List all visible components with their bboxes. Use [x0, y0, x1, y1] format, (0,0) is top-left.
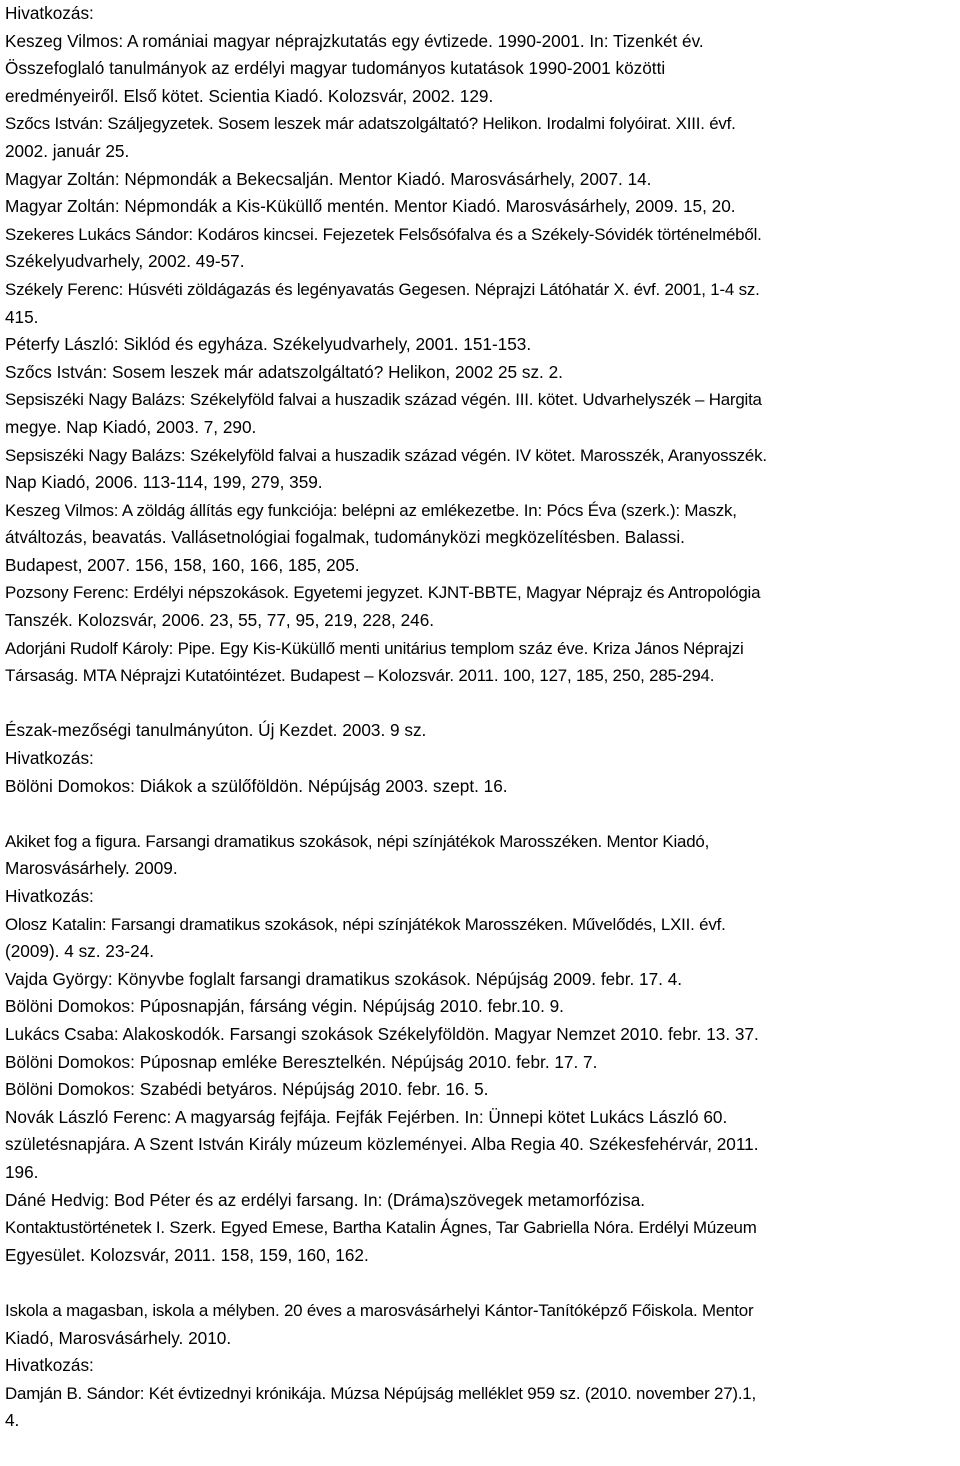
reference-line: Társaság. MTA Néprajzi Kutatóintézet. Budapest – Kolozsvár. 2011. 100, 127, 185, 250, 285-294. [5, 666, 715, 686]
reference-block-3 [5, 828, 957, 1270]
reference-line: Székely Ferenc: Húsvéti zöldágazás és legényavatás Gegesen. Néprajzi Látóhatár X. évf. 2001, 1-4 sz. [5, 279, 760, 299]
reference-heading: Hivatkozás: [5, 3, 94, 23]
reference-line: 4. [5, 1410, 20, 1431]
reference-line: Összefoglaló tanulmányok az erdélyi magyar tudományos kutatások 1990-2001 közötti [5, 58, 666, 79]
reference-line: átváltozás, beavatás. Vallásetnológiai fogalmak, tudományközi megközelítésben. Balassi. [5, 527, 685, 548]
publication-title: Akiket fog a figura. Farsangi dramatikus szokások, népi színjátékok Marosszéken. Mentor Kiadó, [5, 831, 710, 851]
paragraph-gap [5, 800, 957, 828]
reference-line: születésnapjára. A Szent István Király múzeum közleményei. Alba Regia 40. Székesfehérvár, 2011. [5, 1134, 759, 1155]
reference-line: Kontaktustörténetek I. Szerk. Egyed Emese, Bartha Katalin Ágnes, Tar Gabriella Nóra. Erdélyi Múzeum [5, 1218, 757, 1238]
reference-line: Sepsiszéki Nagy Balázs: Székelyföld falvai a huszadik század végén. IV kötet. Marosszék, Aranyosszék. [5, 445, 767, 465]
reference-line: Bölöni Domokos: Púposnapján, fársáng végin. Népújság 2010. febr.10. 9. [5, 996, 564, 1017]
reference-block-2 [5, 717, 957, 800]
reference-line: Pozsony Ferenc: Erdélyi népszokások. Egyetemi jegyzet. KJNT-BBTE, Magyar Néprajz és Antropológia [5, 583, 761, 603]
publication-title: Kiadó, Marosvásárhely. 2010. [5, 1327, 232, 1348]
bibliography-document [5, 0, 957, 1435]
paragraph-gap [5, 1269, 957, 1297]
reference-heading: Hivatkozás: [5, 748, 94, 769]
reference-line: Tanszék. Kolozsvár, 2006. 23, 55, 77, 95, 219, 228, 246. [5, 610, 435, 631]
reference-line: megye. Nap Kiadó, 2003. 7, 290. [5, 416, 257, 437]
reference-line: Bölöni Domokos: Diákok a szülőföldön. Népújság 2003. szept. 16. [5, 775, 508, 796]
reference-line: Damján B. Sándor: Két évtizednyi krónikája. Múzsa Népújság melléklet 959 sz. (2010. november 27).1, [5, 1383, 756, 1403]
reference-line: Olosz Katalin: Farsangi dramatikus szokások, népi színjátékok Marosszéken. Művelődés, LXII. évf. [5, 914, 726, 934]
reference-line: Szőcs István: Sosem leszek már adatszolgáltató? Helikon, 2002 25 sz. 2. [5, 361, 563, 382]
reference-line: Keszeg Vilmos: A romániai magyar néprajzkutatás egy évtizede. 1990-2001. In: Tizenkét év. [5, 30, 704, 51]
reference-line: Bölöni Domokos: Szabédi betyáros. Népújság 2010. febr. 16. 5. [5, 1079, 489, 1100]
reference-heading: Hivatkozás: [5, 1355, 94, 1376]
reference-line: 2002. január 25. [5, 140, 130, 161]
reference-line: Magyar Zoltán: Népmondák a Kis-Küküllő mentén. Mentor Kiadó. Marosvásárhely, 2009. 15, 20. [5, 196, 736, 217]
reference-line: 415. [5, 306, 39, 327]
reference-heading: Hivatkozás: [5, 886, 94, 906]
reference-line: Péterfy László: Siklód és egyháza. Székelyudvarhely, 2001. 151-153. [5, 334, 532, 355]
reference-line: Bölöni Domokos: Púposnap emléke Beresztelkén. Népújság 2010. febr. 17. 7. [5, 1051, 598, 1072]
reference-line: (2009). 4 sz. 23-24. [5, 941, 155, 962]
reference-line: Sepsiszéki Nagy Balázs: Székelyföld falvai a huszadik század végén. III. kötet. Udvarhelyszék – Hargita [5, 390, 762, 410]
reference-line: Szekeres Lukács Sándor: Kodáros kincsei. Fejezetek Felsősófalva és a Székely-Sóvidék történelméből. [5, 224, 762, 244]
reference-line: Magyar Zoltán: Népmondák a Bekecsalján. Mentor Kiadó. Marosvásárhely, 2007. 14. [5, 168, 652, 189]
reference-line: eredményeiről. Első kötet. Scientia Kiadó. Kolozsvár, 2002. 129. [5, 85, 494, 106]
publication-title: Marosvásárhely. 2009. [5, 858, 178, 879]
publication-title: Észak-mezőségi tanulmányúton. Új Kezdet. 2003. 9 sz. [5, 720, 427, 741]
reference-line: Adorjáni Rudolf Károly: Pipe. Egy Kis-Küküllő menti unitárius templom száz éve. Kriza János Néprajzi [5, 638, 744, 658]
reference-line: Lukács Csaba: Alakoskodók. Farsangi szokások Székelyföldön. Magyar Nemzet 2010. febr. 13. 37. [5, 1023, 759, 1044]
reference-line: Egyesület. Kolozsvár, 2011. 158, 159, 160, 162. [5, 1244, 369, 1265]
reference-line: Szőcs István: Száljegyzetek. Sosem leszek már adatszolgáltató? Helikon. Irodalmi folyóirat. XIII. évf. [5, 114, 736, 134]
reference-line: Budapest, 2007. 156, 158, 160, 166, 185, 205. [5, 554, 360, 575]
publication-title: Iskola a magasban, iskola a mélyben. 20 éves a marosvásárhelyi Kántor-Tanítóképző Főiskola. Mentor [5, 1300, 754, 1320]
reference-block-4 [5, 1297, 957, 1435]
reference-line: Keszeg Vilmos: A zöldág állítás egy funkciója: belépni az emlékezetbe. In: Pócs Éva (szerk.): Maszk, [5, 500, 737, 520]
reference-line: Nap Kiadó, 2006. 113-114, 199, 279, 359. [5, 472, 323, 493]
reference-line: Novák László Ferenc: A magyarság fejfája. Fejfák Fejérben. In: Ünnepi kötet Lukács László 60. [5, 1106, 728, 1127]
reference-line: 196. [5, 1161, 39, 1182]
reference-block-1 [5, 0, 957, 690]
reference-line: Székelyudvarhely, 2002. 49-57. [5, 251, 245, 272]
reference-line: Vajda György: Könyvbe foglalt farsangi dramatikus szokások. Népújság 2009. febr. 17. 4. [5, 968, 683, 989]
reference-line: Dáné Hedvig: Bod Péter és az erdélyi farsang. In: (Dráma)szövegek metamorfózisa. [5, 1189, 646, 1210]
paragraph-gap [5, 690, 957, 718]
